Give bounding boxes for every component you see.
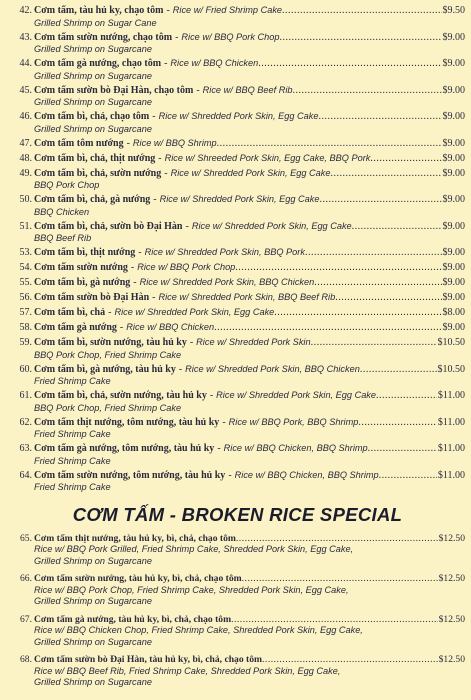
menu-item-line <box>10 110 465 124</box>
dot-leader <box>352 221 442 234</box>
item-english-name: Rice w/ Shredded Pork Skin, Egg Cake <box>159 194 320 204</box>
item-price: $9.00 <box>442 262 465 273</box>
item-price: $9.50 <box>442 5 465 16</box>
item-english-name: Rice w/ Fried Shrimp Cake <box>172 5 283 15</box>
item-price: $9.00 <box>442 322 465 333</box>
menu-item <box>10 533 465 568</box>
item-price: $9.00 <box>442 292 465 303</box>
item-english-name: Rice w/ BBQ Chicken, BBQ Shrimp <box>223 443 368 453</box>
item-vietnamese-name: Cơm tấm sườn nướng, tàu hủ ky, bì, chả, chạo tôm <box>34 573 242 584</box>
menu-item <box>10 654 465 689</box>
item-vietnamese-name: Cơm tấm bì, gà nướng <box>34 277 131 288</box>
item-number: 54. <box>19 262 32 273</box>
item-number: 67. <box>20 613 32 625</box>
menu-item-line <box>10 416 465 430</box>
item-vietnamese-name: Cơm tấm gà nướng, tàu hủ ky, bì, chả, chạo tôm <box>34 613 232 625</box>
menu-item-line <box>10 220 465 234</box>
item-number: 55. <box>19 277 32 288</box>
menu-item-line <box>10 276 465 290</box>
item-price: $9.00 <box>442 167 465 179</box>
dot-leader <box>305 247 442 260</box>
item-description: Rice w/ BBQ Beef Rib, Fried Shrimp Cake, Shredded Pork Skin, Egg Cake, <box>34 665 341 676</box>
item-english-name: Rice w/ BBQ Pork Chop <box>181 31 280 42</box>
item-price: $11.00 <box>437 469 465 481</box>
item-english-name: Rice w/ Shredded Pork Skin, Egg Cake <box>158 111 319 121</box>
menu-item <box>10 336 465 361</box>
menu-item-line <box>10 246 465 260</box>
menu-item-line <box>10 336 465 350</box>
menu-item <box>10 389 465 414</box>
item-number: 45. <box>19 84 32 96</box>
item-number: 56. <box>19 292 32 303</box>
menu-item-line <box>10 193 465 207</box>
dot-leader <box>236 533 438 545</box>
item-description: BBQ Pork Chop, Fried Shrimp Cake <box>34 402 182 413</box>
menu-item-line <box>10 389 465 403</box>
menu-item-line <box>10 654 465 666</box>
item-vietnamese-name: Cơm tấm gà nướng <box>34 322 117 333</box>
item-description: BBQ Pork Chop, Fried Shrimp Cake <box>34 349 182 360</box>
item-number: 63. <box>19 443 32 454</box>
item-description: Grilled Shrimp on Sugarcane <box>34 636 152 647</box>
separator: - <box>133 277 137 288</box>
menu-item-line <box>10 291 465 305</box>
menu-item <box>10 110 465 135</box>
item-vietnamese-name: Cơm tấm bì, chả, sườn nướng, tàu hủ ky <box>34 390 207 401</box>
item-description: Grilled Shrimp on Sugarcane <box>34 97 152 107</box>
item-english-name: Rice w/ BBQ Chicken <box>170 58 259 68</box>
item-price: $9.00 <box>442 84 465 96</box>
menu-item <box>10 276 465 290</box>
menu-item-line <box>10 31 465 45</box>
item-description: BBQ Pork Chop <box>34 180 100 190</box>
item-vietnamese-name: Cơm tấm gà nướng, chạo tôm <box>34 58 162 69</box>
separator: - <box>222 416 226 428</box>
item-description: Grilled Shrimp on Sugarcane <box>34 555 152 566</box>
separator: - <box>175 31 179 43</box>
separator: - <box>152 111 156 122</box>
item-price: $9.00 <box>442 152 465 164</box>
menu-item-line <box>10 573 465 585</box>
dot-leader <box>319 194 441 207</box>
menu-item-line <box>10 321 465 335</box>
item-number: 57. <box>19 307 32 318</box>
item-english-name: Rice w/ Shredded Pork Skin, Egg Cake <box>114 307 275 317</box>
dot-leader <box>242 573 438 585</box>
item-description: Grilled Shrimp on Sugarcane <box>34 44 152 54</box>
item-vietnamese-name: Cơm tấm sườn nướng <box>34 262 128 273</box>
separator: - <box>228 469 232 481</box>
item-price: $12.50 <box>438 613 465 625</box>
separator: - <box>217 443 221 454</box>
item-english-name: Rice w/ Shredded Pork Skin, Egg Cake <box>216 390 377 400</box>
menu-item <box>10 363 465 388</box>
item-vietnamese-name: Cơm tấm sườn bò Đại Hàn, chạo tôm <box>34 84 194 96</box>
item-english-name: Rice w/ BBQ Pork, BBQ Shrimp <box>228 416 359 427</box>
separator: - <box>166 5 170 16</box>
menu-item <box>10 137 465 151</box>
item-price: $10.50 <box>437 363 465 375</box>
menu-item <box>10 469 465 494</box>
item-vietnamese-name: Cơm tấm bì, chả, thịt nướng <box>34 152 156 164</box>
menu-item <box>10 152 465 166</box>
separator: - <box>158 152 162 164</box>
menu-item <box>10 321 465 335</box>
menu-list-special <box>10 533 465 689</box>
dot-leader <box>379 470 437 483</box>
item-price: $9.00 <box>442 58 465 69</box>
item-english-name: Rice w/ BBQ Chicken, BBQ Shrimp <box>234 469 379 480</box>
menu-item <box>10 261 465 275</box>
item-description: Rice w/ BBQ Pork Chop, Fried Shrimp Cake, Shredded Pork Skin, Egg Cake, <box>34 584 349 595</box>
separator: - <box>196 84 200 96</box>
item-vietnamese-name: Cơm tấm tôm nướng <box>34 137 124 149</box>
item-price: $9.00 <box>442 31 465 43</box>
separator: - <box>152 292 156 303</box>
separator: - <box>178 363 183 375</box>
separator: - <box>119 322 124 333</box>
item-price: $9.00 <box>442 137 465 149</box>
item-description: Grilled Shrimp on Sugarcane <box>34 123 152 134</box>
dot-leader <box>330 168 441 181</box>
item-vietnamese-name: Cơm tấm sườn nướng, tôm nướng, tàu hủ ky <box>34 469 226 481</box>
menu-item-line <box>10 84 465 98</box>
item-number: 61. <box>19 390 32 401</box>
menu-item <box>10 167 465 192</box>
dot-leader <box>368 443 437 456</box>
menu-item-line <box>10 167 465 181</box>
dot-leader <box>376 390 437 403</box>
item-english-name: Rice w/ Shredded Pork Skin, Egg Cake <box>191 220 352 231</box>
item-price: $11.00 <box>437 443 465 454</box>
item-english-name: Rice w/ Shredded Pork Skin, BBQ Chicken <box>185 363 360 374</box>
item-price: $9.00 <box>442 277 465 288</box>
menu-item <box>10 306 465 320</box>
dot-leader <box>318 111 441 124</box>
menu-item <box>10 84 465 109</box>
dot-leader <box>262 654 438 666</box>
menu-item-line <box>10 533 465 545</box>
item-price: $9.00 <box>442 111 465 122</box>
menu-item <box>10 193 465 218</box>
menu-item-line <box>10 306 465 320</box>
item-number: 47. <box>19 137 32 149</box>
dot-leader <box>217 138 442 151</box>
dot-leader <box>314 277 441 290</box>
separator: - <box>185 220 189 232</box>
menu-item <box>10 291 465 305</box>
item-price: $12.50 <box>438 532 465 544</box>
item-number: 58. <box>19 322 32 333</box>
item-number: 66. <box>20 573 32 584</box>
separator: - <box>164 167 168 179</box>
menu-item-line <box>10 261 465 275</box>
item-english-name: Rice w/ Shredded Pork Skin, BBQ Pork <box>144 247 305 257</box>
item-description: Grilled Shrimp on Sugar Cane <box>34 17 157 28</box>
item-description: Fried Shrimp Cake <box>34 482 111 492</box>
separator: - <box>189 337 194 348</box>
separator: - <box>130 262 135 273</box>
item-price: $11.00 <box>437 416 465 428</box>
item-vietnamese-name: Cơm tấm, tàu hủ ky, chạo tôm <box>34 5 164 16</box>
menu-item-line <box>10 442 465 456</box>
menu-item-line <box>10 4 465 18</box>
menu-item <box>10 220 465 245</box>
item-english-name: Rice w/ Shreeded Pork Skin, Egg Cake, BBQ Pork <box>164 152 371 163</box>
item-vietnamese-name: Cơm tấm bì, chả, sườn nướng <box>34 167 162 179</box>
item-vietnamese-name: Cơm tấm sườn bò Đại Hàn <box>34 292 150 303</box>
menu-item-line <box>10 152 465 166</box>
dot-leader <box>360 364 437 377</box>
menu-item-line <box>10 614 465 626</box>
separator: - <box>209 390 214 401</box>
menu-item-line <box>10 469 465 483</box>
item-vietnamese-name: Cơm tấm bì, gà nướng, tàu hủ ky <box>34 363 176 375</box>
item-price: $12.50 <box>438 573 465 584</box>
dot-leader <box>279 32 441 45</box>
item-vietnamese-name: Cơm tấm sườn nướng, chạo tôm <box>34 31 173 43</box>
item-english-name: Rice w/ Shredded Pork Skin <box>196 337 311 347</box>
item-price: $8.00 <box>442 307 465 318</box>
dot-leader <box>282 5 441 18</box>
item-number: 62. <box>19 416 32 428</box>
menu-item <box>10 57 465 82</box>
item-vietnamese-name: Cơm tấm bì, thịt nướng <box>34 247 136 258</box>
item-price: $9.00 <box>442 220 465 232</box>
dot-leader <box>235 262 441 275</box>
item-number: 48. <box>19 152 32 164</box>
item-description: Grilled Shrimp on Sugarcane <box>34 596 152 606</box>
item-description: BBQ Beef Rib <box>34 233 92 243</box>
dot-leader <box>258 58 441 71</box>
item-description: Rice w/ BBQ Pork Grilled, Fried Shrimp Cake, Shredded Pork Skin, Egg Cake, <box>34 544 354 554</box>
menu-item <box>10 442 465 467</box>
item-number: 50. <box>19 194 32 205</box>
item-vietnamese-name: Cơm tấm bì, chả, sườn bò Đại Hàn <box>34 220 183 232</box>
dot-leader <box>370 153 441 166</box>
menu-item <box>10 573 465 608</box>
dot-leader <box>358 417 437 430</box>
separator: - <box>153 194 157 205</box>
item-price: $10.50 <box>437 337 465 348</box>
item-number: 68. <box>20 654 32 665</box>
item-vietnamese-name: Cơm tấm sườn bò Đại Hàn, tàu hủ ky, bì, chả, chạo tôm <box>34 654 263 665</box>
item-vietnamese-name: Cơm tấm gà nướng, tôm nướng, tàu hủ ky <box>34 443 215 454</box>
item-description: Grilled Shrimp on Sugarcane <box>34 677 152 687</box>
item-vietnamese-name: Cơm tấm thịt nướng, tôm nướng, tàu hủ ky <box>34 416 220 428</box>
item-number: 42. <box>19 5 32 16</box>
dot-leader <box>274 307 441 320</box>
item-number: 46. <box>19 111 32 122</box>
item-number: 44. <box>19 58 32 69</box>
menu-item <box>10 614 465 649</box>
separator: - <box>138 247 142 258</box>
item-price: $12.50 <box>438 654 465 665</box>
menu-item <box>10 246 465 260</box>
item-vietnamese-name: Cơm tấm thịt nướng, tàu hủ ky, bì, chả, chạo tôm <box>34 532 236 544</box>
menu-item-line <box>10 363 465 377</box>
item-english-name: Rice w/ BBQ Chicken <box>126 322 215 332</box>
item-number: 64. <box>19 469 32 481</box>
dot-leader <box>293 85 442 98</box>
separator: - <box>164 58 168 69</box>
item-english-name: Rice w/ BBQ Pork Chop <box>137 262 236 272</box>
menu-item-line <box>10 137 465 151</box>
item-number: 43. <box>19 31 32 43</box>
dot-leader <box>214 322 441 335</box>
dot-leader <box>311 337 437 350</box>
item-vietnamese-name: Cơm tấm bì, chả, chạo tôm <box>34 111 150 122</box>
menu-item <box>10 31 465 56</box>
dot-leader <box>231 614 438 626</box>
item-english-name: Rice w/ BBQ Beef Rib <box>202 84 293 95</box>
menu-list-regular <box>10 4 465 494</box>
item-vietnamese-name: Cơm tấm bì, chả <box>34 307 106 318</box>
section-title: CƠM TẤM - BROKEN RICE SPECIAL <box>72 503 403 525</box>
item-vietnamese-name: Cơm tấm bì, chả, gà nướng <box>34 194 151 205</box>
item-english-name: Rice w/ BBQ Shrimp <box>132 137 217 148</box>
item-number: 53. <box>19 247 32 258</box>
item-number: 51. <box>19 220 32 232</box>
item-description: Fried Shrimp Cake <box>34 429 111 439</box>
item-description: Grilled Shrimp on Sugarcane <box>34 70 152 81</box>
item-number: 65. <box>20 532 32 544</box>
item-description: BBQ Chicken <box>34 206 90 217</box>
separator: - <box>108 307 112 318</box>
item-english-name: Rice w/ Shredded Pork Skin, BBQ Chicken <box>139 277 315 287</box>
item-price: $11.00 <box>437 390 465 401</box>
item-description: Rice w/ BBQ Chicken Chop, Fried Shrimp Cake, Shredded Pork Skin, Egg Cake, <box>34 625 363 635</box>
menu-item <box>10 416 465 441</box>
menu-item-line <box>10 57 465 71</box>
item-english-name: Rice w/ Shredded Pork Skin, Egg Cake <box>170 167 331 178</box>
item-vietnamese-name: Cơm tấm bì, sườn nướng, tàu hủ ky <box>34 337 187 348</box>
item-number: 59. <box>19 337 32 348</box>
item-price: $9.00 <box>442 247 465 258</box>
item-number: 60. <box>19 363 32 375</box>
separator: - <box>126 137 130 149</box>
item-description: Fried Shrimp Cake <box>34 376 111 386</box>
item-number: 49. <box>19 167 32 179</box>
item-price: $9.00 <box>442 194 465 205</box>
menu-item <box>10 4 465 29</box>
item-description: Fried Shrimp Cake <box>34 455 111 466</box>
item-english-name: Rice w/ Shredded Pork Skin, BBQ Beef Rib <box>158 292 336 302</box>
dot-leader <box>335 292 441 305</box>
